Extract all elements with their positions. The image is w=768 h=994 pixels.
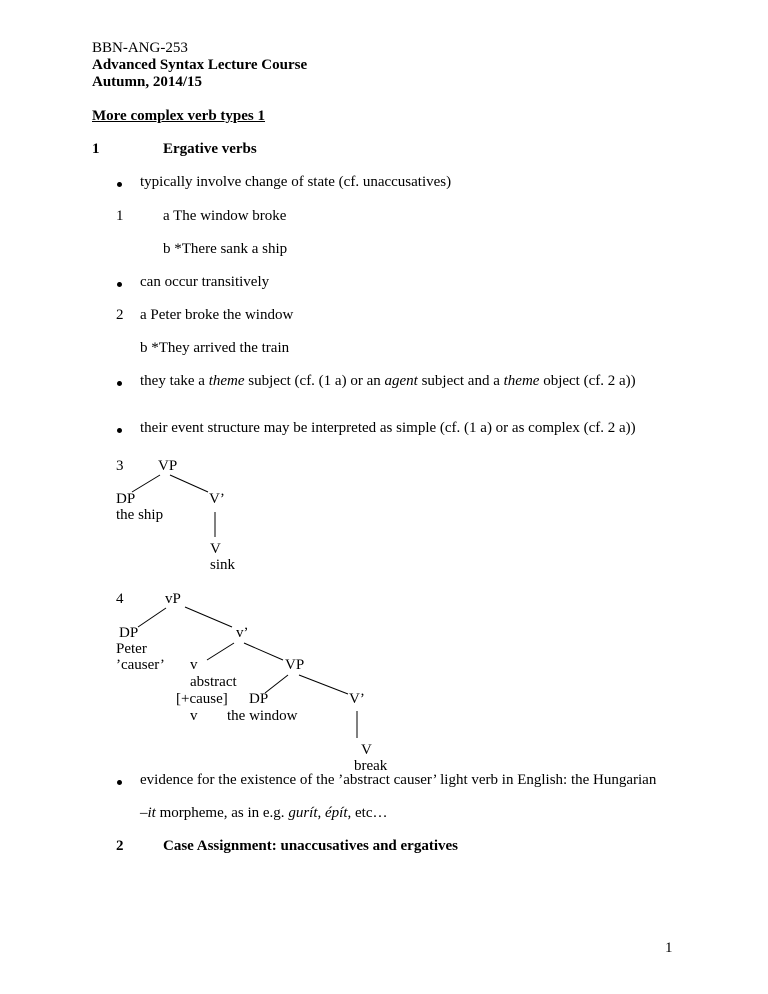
- tree-4-number: 4: [116, 591, 124, 607]
- example-2a: a Peter broke the window: [140, 307, 294, 323]
- branch-line: [244, 643, 283, 660]
- bullet-dot: [117, 282, 122, 287]
- tree-4-littlev-cause: [+cause]: [176, 691, 228, 707]
- tree-4-dp2-word: the window: [227, 708, 298, 724]
- bullet-dot: [117, 182, 122, 187]
- page-number: 1: [665, 940, 673, 956]
- section-2-number: 2: [116, 838, 124, 854]
- tree-4-littlevp-node: vP: [165, 591, 181, 607]
- section-1-number: 1: [92, 141, 100, 157]
- tree-3-vbar-node: V’: [209, 491, 225, 507]
- branch-line: [170, 475, 208, 492]
- tree-4-littlev-node: v: [190, 657, 198, 673]
- document-title: More complex verb types 1: [92, 108, 266, 124]
- example-2-number: 2: [116, 307, 124, 323]
- tree-4-dp-role: ’causer’: [116, 657, 165, 673]
- branch-line: [207, 643, 234, 660]
- bullet-dot: [117, 381, 122, 386]
- branch-line: [138, 608, 166, 627]
- bullet-transitive: can occur transitively: [140, 274, 270, 290]
- tree-3-dp-word: the ship: [116, 507, 164, 523]
- tree-4-littlev-abstract: abstract: [190, 674, 237, 690]
- bullet-evidence-line2: –it morpheme, as in e.g. gurít, épít, etc…: [140, 805, 388, 821]
- course-code: BBN-ANG-253: [92, 40, 188, 56]
- tree-3-v-word: sink: [210, 557, 236, 573]
- course-term: Autumn, 2014/15: [92, 74, 203, 90]
- tree-4-v-word: break: [354, 758, 388, 774]
- branch-line: [299, 675, 348, 694]
- tree-3-number: 3: [116, 458, 124, 474]
- example-1a: a The window broke: [163, 208, 287, 224]
- course-title: Advanced Syntax Lecture Course: [92, 57, 308, 73]
- tree-4-vbar-node: V’: [349, 691, 365, 707]
- example-2b: b *They arrived the train: [140, 340, 290, 356]
- bullet-dot: [117, 428, 122, 433]
- tree-4-littlevbar-node: v’: [236, 625, 249, 641]
- example-1b: b *There sank a ship: [163, 241, 288, 257]
- tree-4-vp-node: VP: [285, 657, 305, 673]
- section-1-title: Ergative verbs: [163, 141, 257, 157]
- tree-3-v-node: V: [210, 541, 221, 557]
- tree-4-v-node: V: [361, 742, 372, 758]
- bullet-event-structure: their event structure may be interpreted as simple (cf. (1 a) or as complex (cf. 2 a)): [140, 420, 636, 436]
- tree-4-littlev-v: v: [190, 708, 198, 724]
- bullet-dot: [117, 780, 122, 785]
- tree-3-vp-node: VP: [158, 458, 178, 474]
- branch-line: [132, 475, 160, 492]
- branch-line: [265, 675, 288, 693]
- tree-4-dp-word: Peter: [116, 641, 147, 657]
- section-2-title: Case Assignment: unaccusatives and ergatives: [163, 838, 458, 854]
- tree-3-dp-node: DP: [116, 491, 136, 507]
- tree-4-dp-node: DP: [119, 625, 139, 641]
- example-1-number: 1: [116, 208, 124, 224]
- bullet-theme-agent: they take a theme subject (cf. (1 a) or an agent subject and a theme object (cf. 2 a)): [140, 373, 636, 389]
- tree-4-dp2-node: DP: [249, 691, 269, 707]
- bullet-change-of-state: typically involve change of state (cf. unaccusatives): [140, 174, 452, 190]
- bullet-evidence-line1: evidence for the existence of the ’abstract causer’ light verb in English: the Hungarian: [140, 772, 657, 788]
- branch-line: [185, 607, 232, 627]
